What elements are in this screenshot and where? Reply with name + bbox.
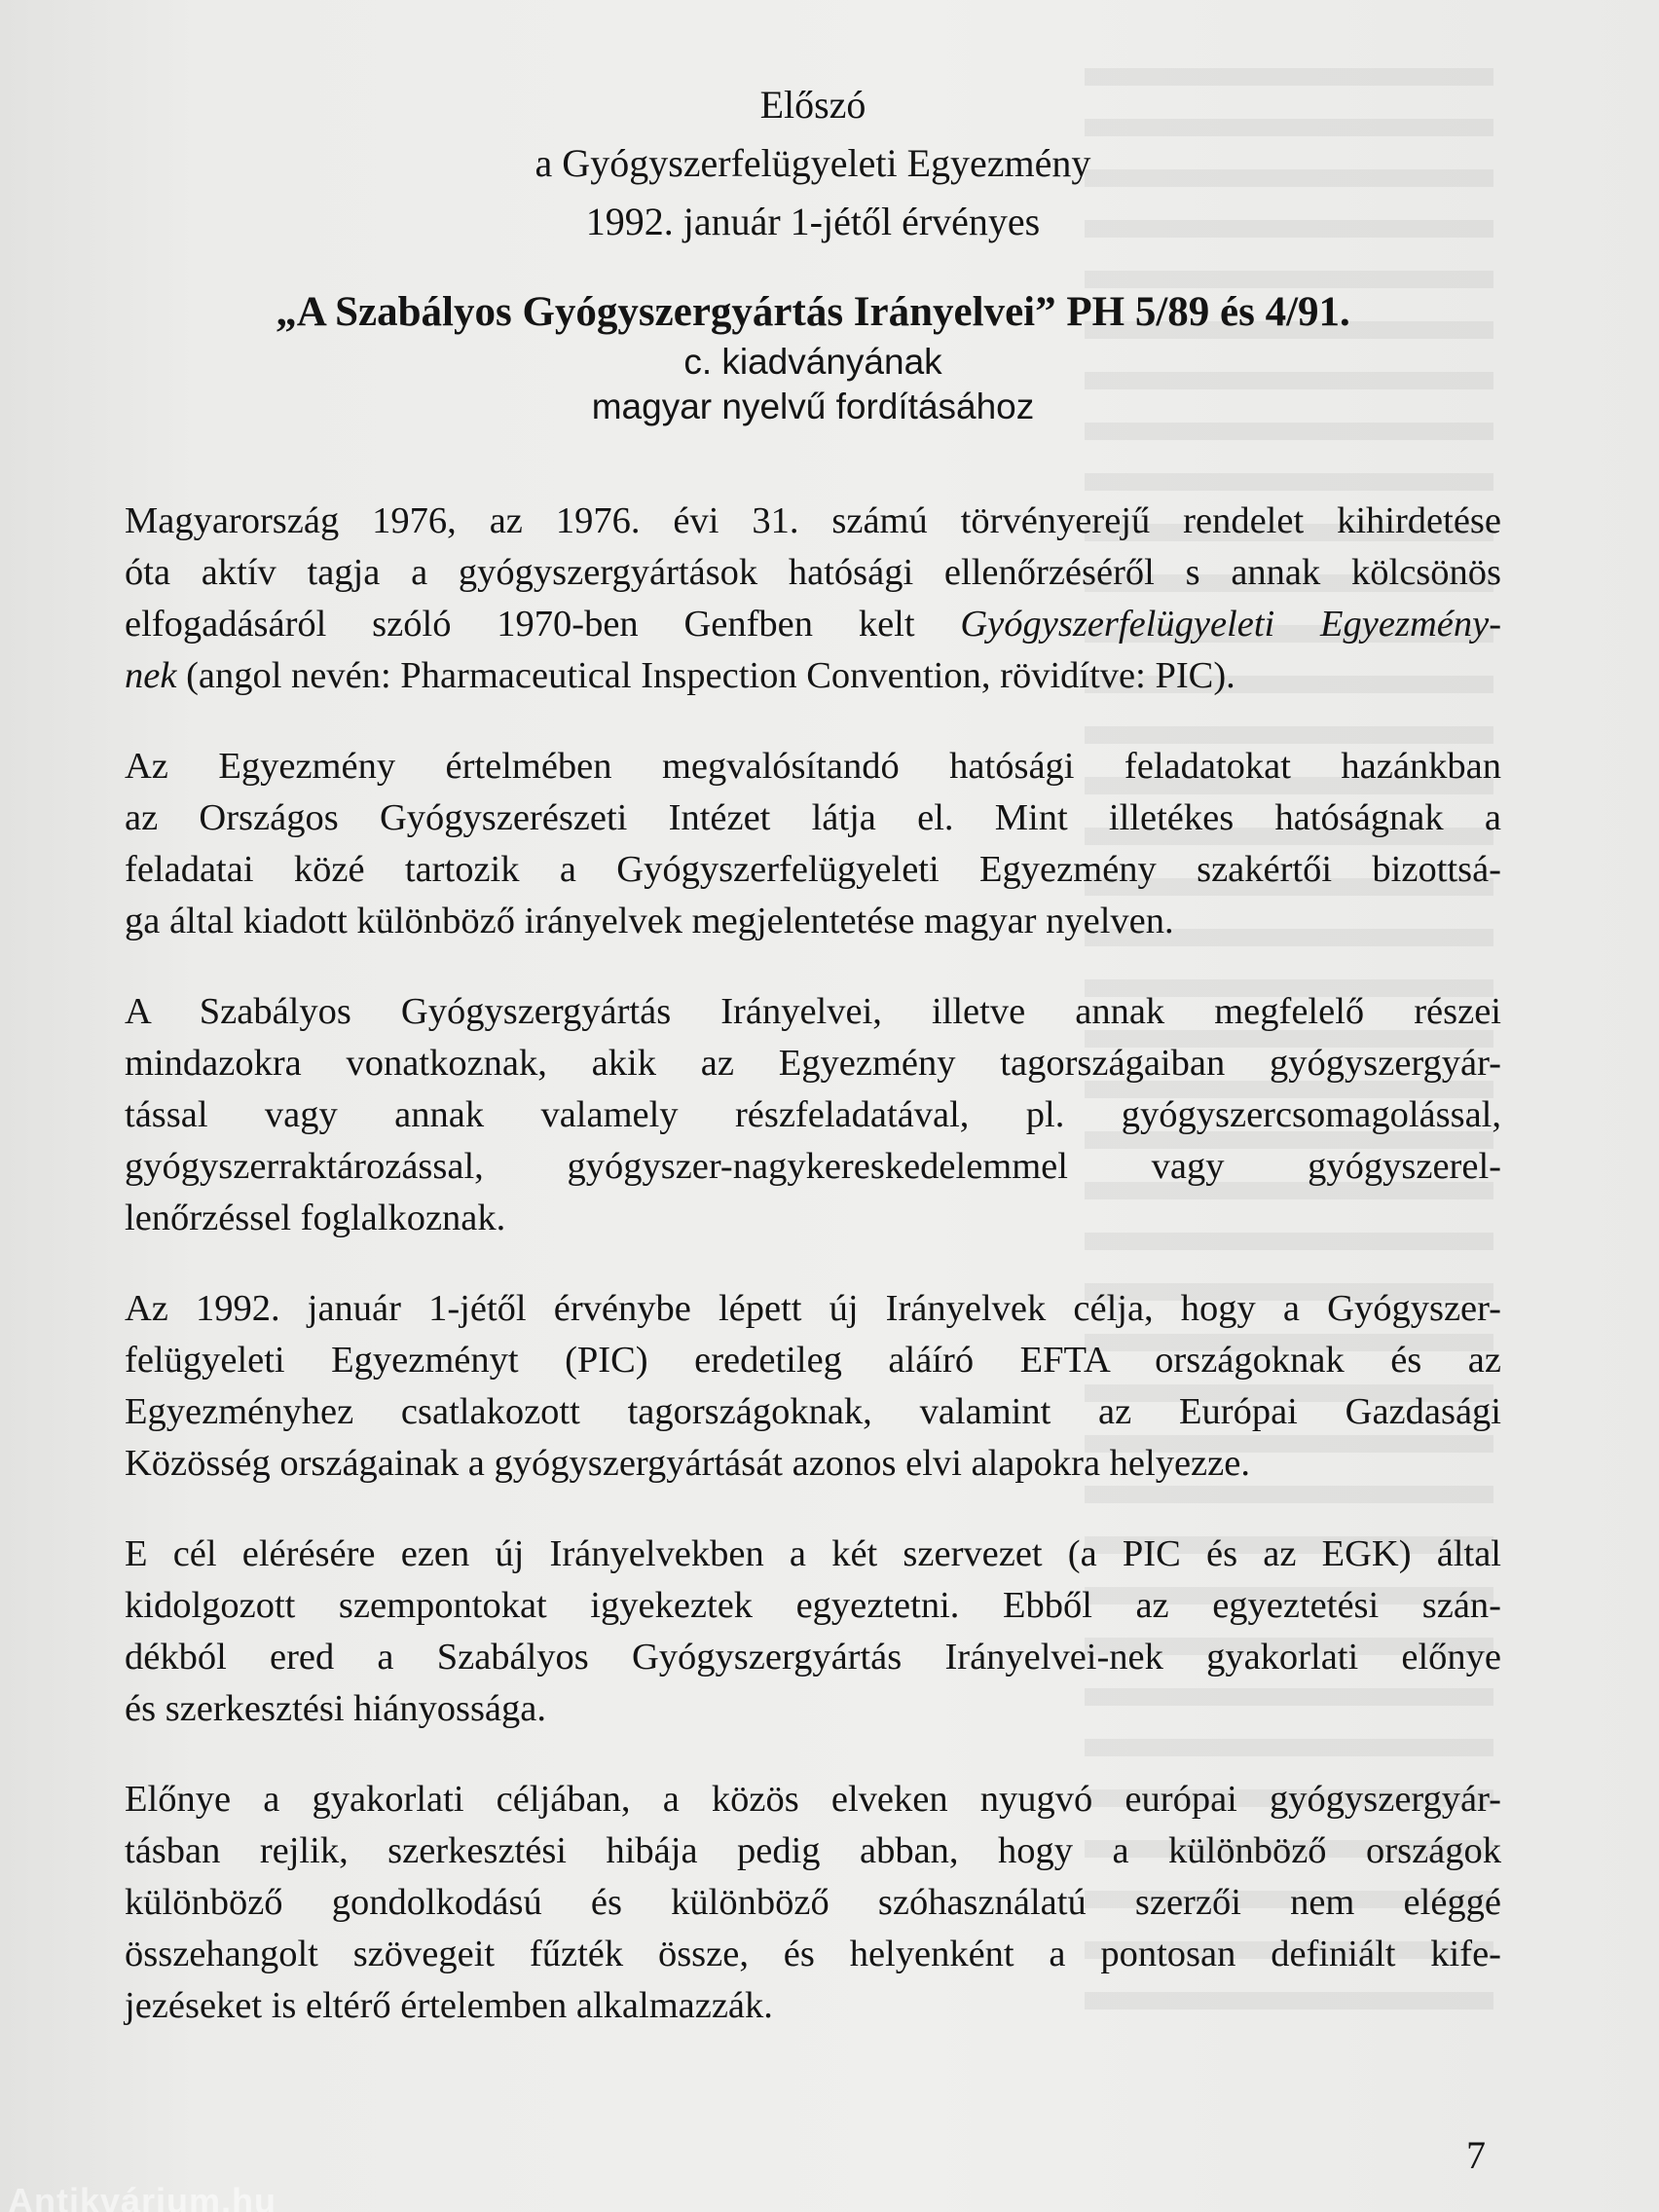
preface-heading	[125, 76, 1501, 251]
page-content	[125, 76, 1501, 2032]
p1-line-3-text: elfogadásáról szóló 1970-ben Genfben kelt	[125, 604, 961, 645]
site-watermark: Antikvárium.hu	[8, 2181, 277, 2212]
heading-line-1: Előszó	[759, 83, 866, 127]
p6-line-1: Előnye a gyakorlati céljában, a közös elveken nyugvó európai gyógyszergyár-	[125, 1779, 1501, 1820]
p1-line-2: óta aktív tagja a gyógyszergyártások hatósági ellenőrzéséről s annak kölcsönös	[125, 552, 1501, 593]
p5-line-1: E cél elérésére ezen új Irányelvekben a két szervezet (a PIC és az EGK) által	[125, 1533, 1501, 1574]
p1-line-4-text: (angol nevén: Pharmaceutical Inspection Convention, rövidítve: PIC).	[176, 655, 1235, 696]
p1-line-4	[125, 650, 1501, 702]
paragraph-5	[125, 1529, 1501, 1735]
p2-line-2: az Országos Gyógyszerészeti Intézet látja el. Mint illetékes hatóságnak a	[125, 797, 1501, 838]
paragraph-4	[125, 1283, 1501, 1490]
heading-line-2: a Gyógyszerfelügyeleti Egyezmény	[535, 141, 1091, 185]
p3-line-3: tással vagy annak valamely részfeladatával, pl. gyógyszercsomagolással,	[125, 1094, 1501, 1135]
p5-line-3: dékból ered a Szabályos Gyógyszergyártás Irányelvei-nek gyakorlati előnye	[125, 1637, 1501, 1677]
page-number: 7	[1466, 2133, 1486, 2177]
p3-line-1: A Szabályos Gyógyszergyártás Irányelvei, illetve annak megfelelő részei	[125, 991, 1501, 1032]
p2-line-4: ga által kiadott különböző irányelvek megjelentetése magyar nyelven.	[125, 901, 1174, 941]
document-title: „A Szabályos Gyógyszergyártás Irányelvei” PH 5/89 és 4/91.	[276, 289, 1350, 335]
p6-line-5: jezéseket is eltérő értelemben alkalmazzák.	[125, 1985, 773, 2026]
convention-name-italic: Gyógyszerfelügyeleti Egyezmény-	[960, 604, 1502, 645]
p5-line-2: kidolgozott szempontokat igyekeztek egyeztetni. Ebből az egyeztetési szán-	[125, 1585, 1501, 1626]
p4-line-4: Közösség országainak a gyógyszergyártását azonos elvi alapokra helyezze.	[125, 1443, 1250, 1484]
p3-line-2: mindazokra vonatkoznak, akik az Egyezmény tagországaiban gyógyszergyár-	[125, 1043, 1501, 1084]
paragraph-3	[125, 986, 1501, 1244]
p1-line-1: Magyarország 1976, az 1976. évi 31. számú törvényerejű rendelet kihirdetése	[125, 500, 1501, 541]
document-subtitle	[125, 340, 1501, 429]
paragraph-6	[125, 1774, 1501, 2032]
convention-name-italic-end: nek	[125, 655, 177, 696]
p4-line-2: felügyeleti Egyezményt (PIC) eredetileg aláíró EFTA országoknak és az	[125, 1340, 1501, 1381]
p4-line-1: Az 1992. január 1-jétől érvénybe lépett új Irányelvek célja, hogy a Gyógyszer-	[125, 1288, 1501, 1329]
subtitle-line-1: c. kiadványának	[683, 342, 942, 382]
subtitle-line-2: magyar nyelvű fordításához	[591, 387, 1035, 426]
p1-line-3	[125, 599, 1501, 650]
body-text	[125, 496, 1501, 2032]
p3-line-5: lenőrzéssel foglalkoznak.	[125, 1198, 506, 1238]
p6-line-3: különböző gondolkodású és különböző szóhasználatú szerzői nem eléggé	[125, 1882, 1501, 1923]
paragraph-2	[125, 741, 1501, 947]
p2-line-1: Az Egyezmény értelmében megvalósítandó hatósági feladatokat hazánkban	[125, 746, 1501, 787]
paragraph-1	[125, 496, 1501, 702]
p3-line-4: gyógyszerraktározással, gyógyszer-nagykereskedelemmel vagy gyógyszerel-	[125, 1146, 1501, 1187]
p5-line-4: és szerkesztési hiányossága.	[125, 1688, 546, 1729]
p6-line-2: tásban rejlik, szerkesztési hibája pedig abban, hogy a különböző országok	[125, 1830, 1501, 1871]
p2-line-3: feladatai közé tartozik a Gyógyszerfelügyeleti Egyezmény szakértői bizottsá-	[125, 849, 1501, 890]
p6-line-4: összehangolt szövegeit fűzték össze, és helyenként a pontosan definiált kife-	[125, 1934, 1501, 1974]
heading-line-3: 1992. január 1-jétől érvényes	[585, 200, 1041, 243]
p4-line-3: Egyezményhez csatlakozott tagországoknak, valamint az Európai Gazdasági	[125, 1391, 1501, 1432]
